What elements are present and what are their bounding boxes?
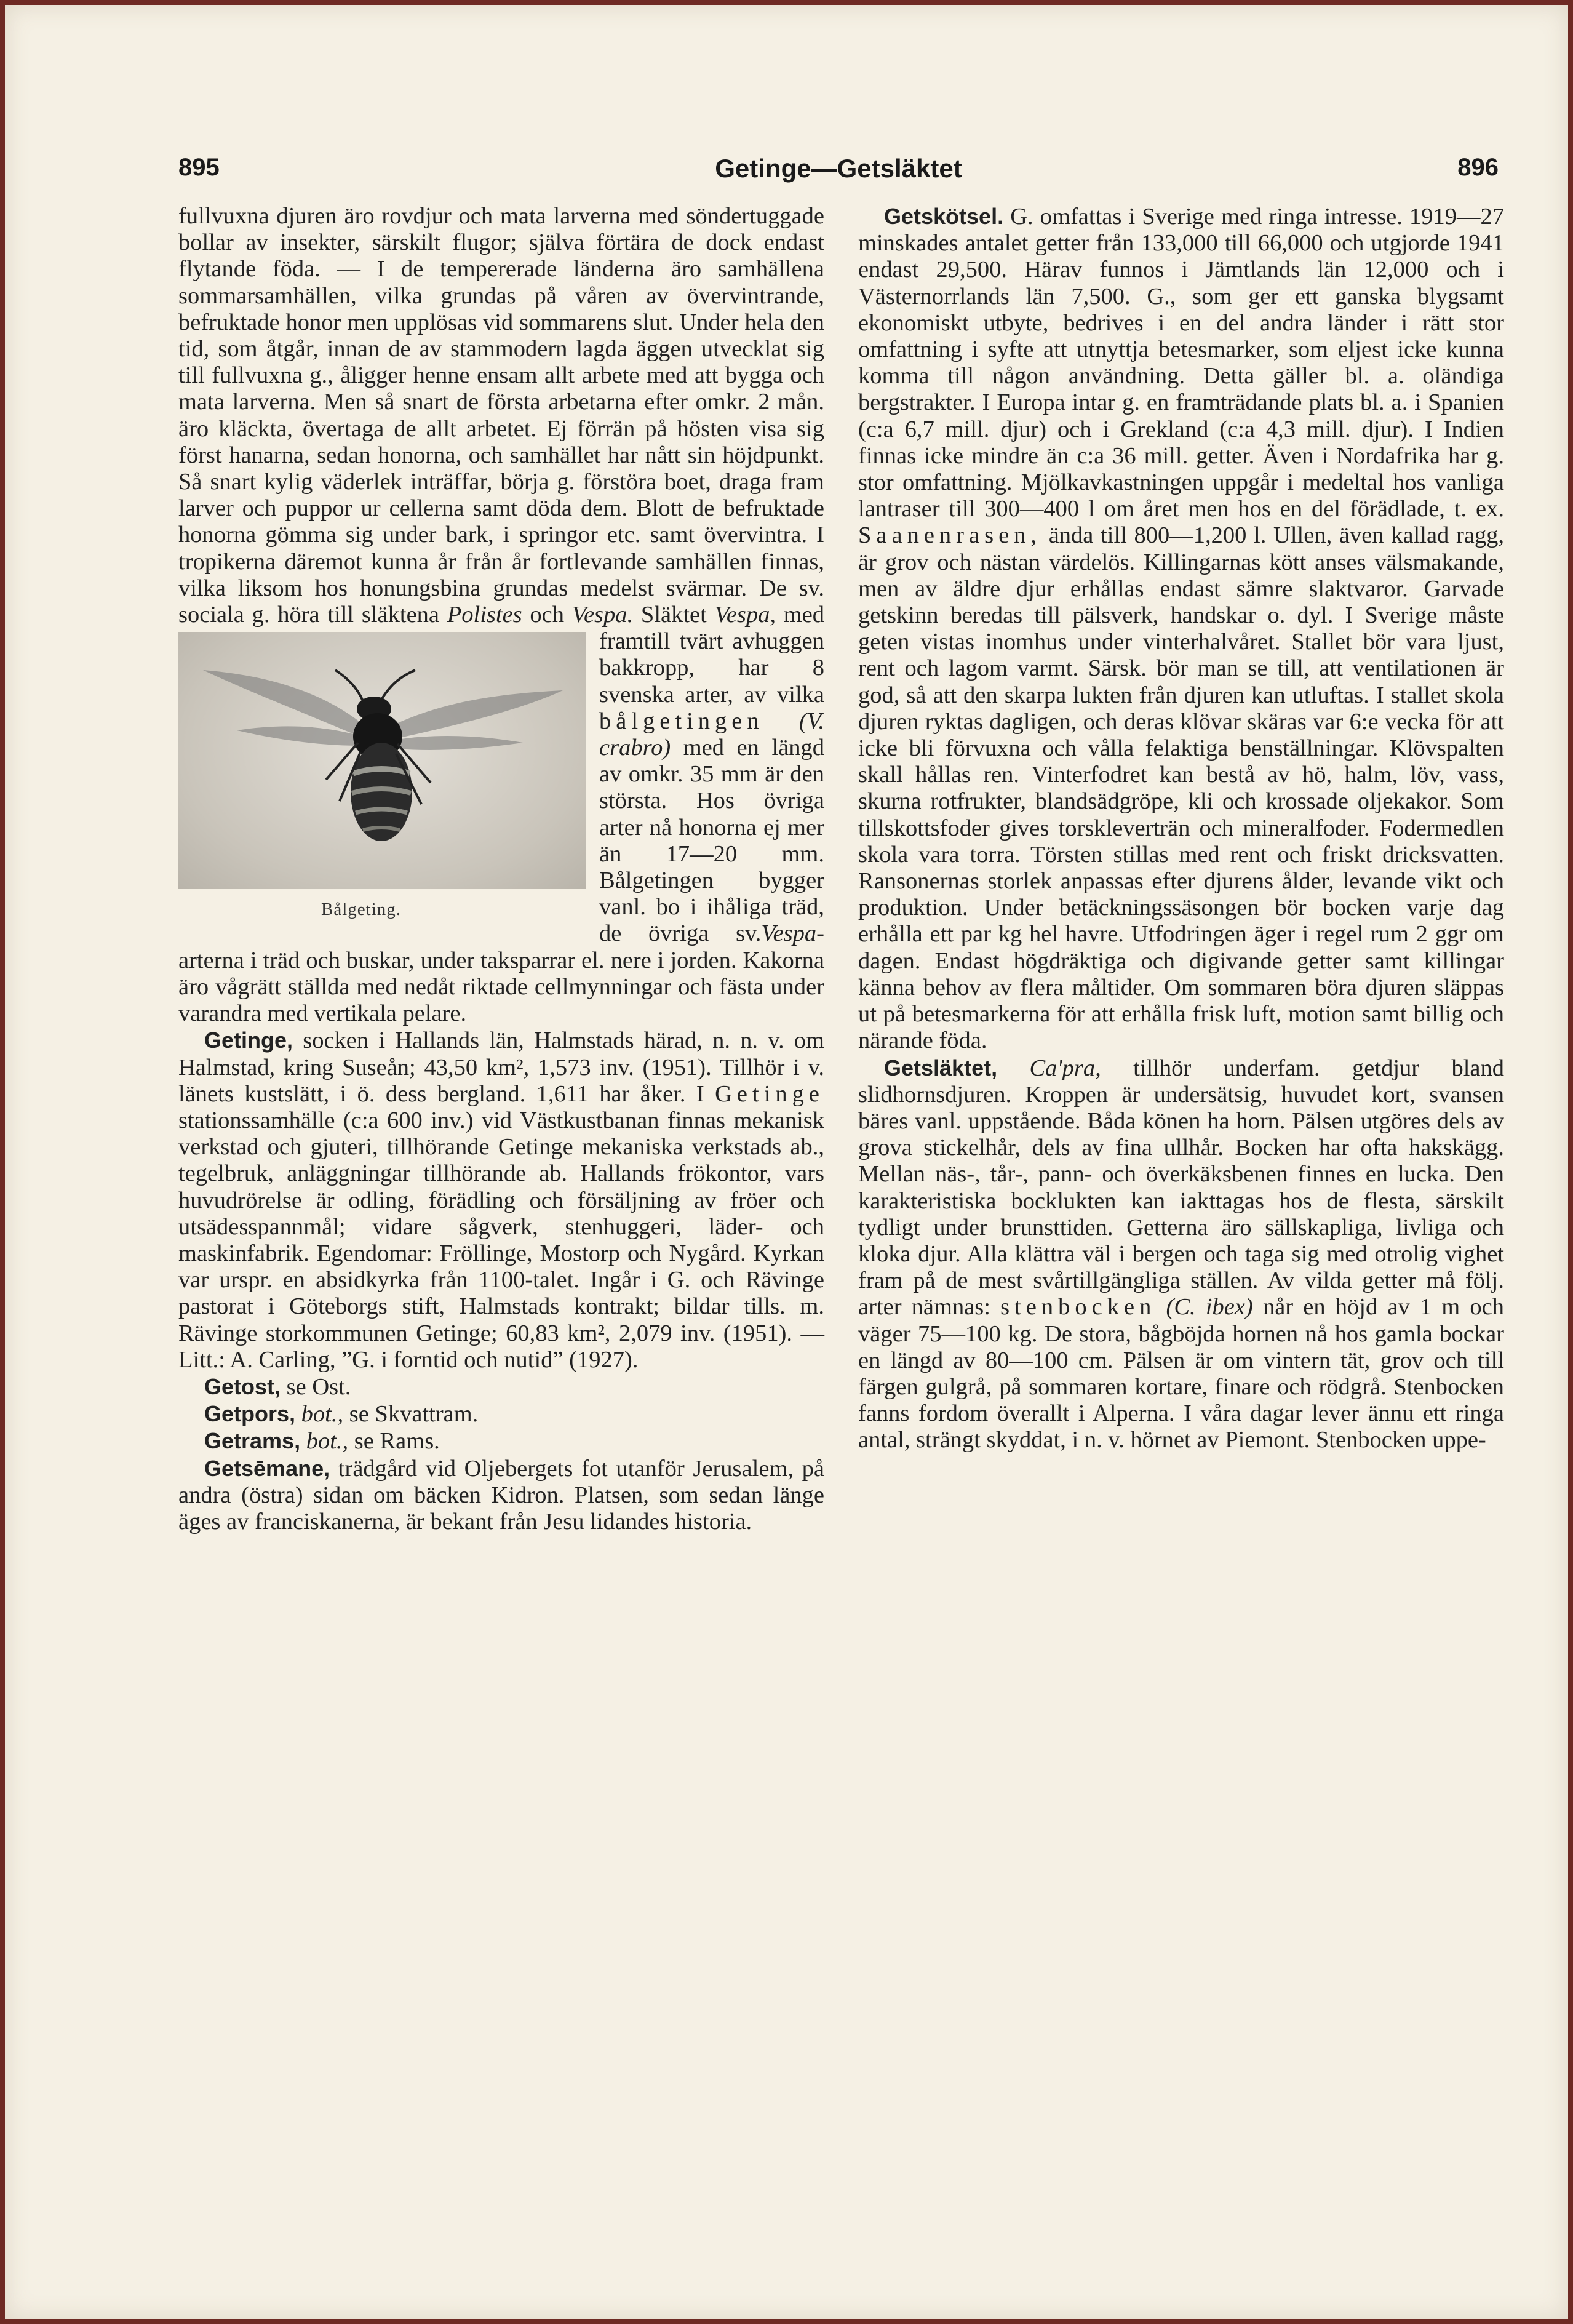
entry-getrams: Getrams, bot., se Rams. (204, 1428, 440, 1455)
entry-getskotsel: Getskötsel. G. omfattas i Sverige med ringa intresse. 1919—27 minskades antalet getter från 133,000 till 66,000 och utgjorde 1941 endast 29,500. Härav funnos i Jämtlands län 12,000 och i Västernorrlands län 7,500. G., som ger ett ganska blygsamt ekonomiskt utbyte, bedrives i en del andra länder i rätt stor omfattning i syfte att utnyttja betesmarker, som eljest icke kunna komma till någon användning. Detta gäller bl. a. oländiga bergstrakter. I Europa intar g. en framträdande plats bl. a. i Spanien (c:a 6,7 mill. djur) och i Grekland (c:a 4,3 mill. djur). I Indien finnas icke mindre än c:a 36 mill. getter. Även i Nordafrika har g. stor omfattning. Mjölkavkastningen uppgår i medeltal hos vanliga lantraser till 300—400 l om året men hos en del förädlade, t. ex. Saanenrasen, ända till 800—1,200 l. Ullen, även kallad ragg, är grov och nästan värdelös. Killingarnas kött anses välsmakande, men av äldre djur erhållas endast sämre slaktvaror. Garvade getskinn beredas till pälsverk, handskar o. dyl. I Sverige måste geten vistas inomhus under vinterhalvåret. Stallet bör vara ljust, rent och lagom varmt. Särsk. bör man se till, att ventilationen är god, så att den skarpa lukten från djuren kan utluftas. I stallet skola djuren ryktas dagligen, och deras klövar skäras var 6:e vecka för att icke bli förvuxna och vålla felaktiga benställningar. Klövspalten skall hållas ren. Vinterfodret kan bestå av hö, halm, löv, vass, skurna rotfrukter, blandsädgröpe, kli och krossade oljekakor. Som tillskottsfoder gives torskleverträn och mineralfoder. Fodermedlen skola vara torra. Törsten stillas med rent och friskt dricksvatten. Ransonernas storlek anpassas efter djurens ålder, levande vikt och produktion. Under betäckningssäsongen bör bocken varje dag erhålla ett par kg hel havre. Utfodringen äger i regel rum 2 ggr om dagen. Endast högdräktiga och digivande getter samt killingar känna behov av flera måltider. Om sommaren böra djuren släppas ut på betesmarkerna för att erhålla frisk luft, motion samt billig och närande föda. (858, 204, 1505, 1054)
headword-getslaktet: Getsläktet, (884, 1055, 998, 1080)
hornet-illustration (178, 632, 586, 889)
running-title: Getinge—Getsläktet (715, 154, 962, 183)
headword-getinge: Getinge, (204, 1028, 293, 1053)
figure-caption: Bålgeting. (321, 900, 402, 920)
paragraph-wasp-continued: fullvuxna djuren äro rovdjur och mata larverna med söndertuggade bollar av insekter, särskilt flugor; själva förtära de dock endast flytande föda. — I de tempererade länderna äro samhällena sommarsamhällen, vilka grundas på våren av övervintrande, befruktade honor men upplösas vid sommarens slut. Under hela den tid, som åtgår, innan de av stammodern lagda äggen utvecklat sig till fullvuxna g., åligger henne ensam allt arbete med att bygga och mata larverna. Men så snart de första arbetarna efter omkr. 2 mån. äro kläckta, övertaga de allt arbetet. Ej förrän på hösten visa sig först hanarna, sedan honorna, och samhället har nått sin höjdpunkt. Så snart kylig väderlek inträffar, börja g. förstöra boet, draga fram larver och puppor ur cellerna samt döda dem. Blott de befruktade honorna gömma sig under bark, i springor etc. samt övervintra. I tropikerna däremot kunna år från år fortlevande samhällen finnas, vilka liksom hos honungsbina grundas medelst svärmar. De sv. sociala g. höra till släktena Polistes och Vespa. Släktet Vespa, Bålgeting. med framtill tvärt avhuggen bakkropp, har 8 svenska arter, av vilka bålgetingen (V. crabro) med en längd av omkr. 35 mm är den största. Hos övriga arter nå honorna ej mer än 17—20 mm. Bålgetingen bygger vanl. bo i ihåliga träd, de övriga sv.Vespa-arterna i träd och buskar, under taksparrar el. nere i jorden. Kakorna äro vågrätt ställda med nedåt riktade cellmynningar och fästa under varandra med vertikala pelare. (178, 203, 825, 1027)
page (5, 5, 1568, 2319)
right-column (858, 203, 1504, 1454)
entry-getpors: Getpors, bot., se Skvattram. (204, 1401, 479, 1428)
page-number-right: 896 (1457, 154, 1499, 181)
entry-getslaktet: Getsläktet, Ca'pra, tillhör underfam. getdjur bland slidhornsdjuren. Kroppen är undersätsig, huvudet kort, svansen bäres vanl. uppstående. Båda könen ha horn. Pälsen utgöres dels av grova stickelhår, dels av fina ullhår. Bocken har ofta hakskägg. Mellan näs-, tår-, pann- och överkäksbenen finnes en lucka. Den karakteristiska bocklukten kan iakttagas hos de flesta, särskilt tydligt under brunsttiden. Getterna äro sällskapliga, livliga och kloka djur. Alla klättra väl i bergen och taga sig med otrolig vighet fram på de mest svårtillgängliga ställen. Av vilda getter må följ. arter nämnas: stenbocken (C. ibex) når en höjd av 1 m och väger 75—100 kg. De stora, bågböjda hornen nå hos gamla bockar en längd av 80—100 cm. Pälsen är om vintern tät, grov och till färgen gulgrå, på sommaren kortare, finare och rödgrå. Stenbocken fanns fordom överallt i Alperna. I våra dagar lever ännu ett ringa antal, strängt skyddat, i n. v. hörnet av Piemont. Stenbocken uppe- (858, 1055, 1504, 1453)
running-header (178, 154, 1499, 197)
page-number-left: 895 (178, 154, 220, 181)
hornet-photo (178, 632, 586, 889)
entry-getinge: Getinge, socken i Hallands län, Halmstads härad, n. n. v. om Halmstad, kring Suseån; 43,50 km², 1,573 inv. (1951). Tillhör i v. länets kustslätt, i ö. dess bergland. 1,611 har åker. I Getinge stationssamhälle (c:a 600 inv.) vid Västkustbanan finnas mekanisk verkstad och gjuteri, tillhörande Getinge mekaniska verkstads ab., tegelbruk, anläggningar tillhörande ab. Hallands frökontor, vars huvudrörelse är odling, förädling och försäljning av fröer och utsädesspannmål; vidare sågverk, stenhuggeri, läder- och maskinfabrik. Egendomar: Fröllinge, Mostorp och Nygård. Kyrkan var urspr. en absidkyrka från 1100-talet. Ingår i G. och Rävinge pastorat i Göteborgs stift, Halmstads kontrakt; bildar tills. m. Rävinge storkommunen Getinge; 60,83 km², 2,079 inv. (1951). — Litt.: A. Carling, ”G. i forntid och nutid” (1927). (178, 1028, 824, 1373)
figure-hornet (178, 632, 586, 920)
headword-getskotsel: Getskötsel. (884, 204, 1004, 229)
headword-getpors: Getpors, (204, 1401, 296, 1427)
entry-getsemane: Getsēmane, trädgård vid Oljebergets fot utanför Jerusalem, på andra (östra) sidan om bäcken Kidron. Platsen, som sedan länge äges av franciskanerna, är bekant från Jesu lidandes historia. (178, 1455, 824, 1535)
left-column (178, 203, 824, 1535)
headword-getrams: Getrams, (204, 1428, 301, 1454)
entry-getost: Getost, se Ost. (204, 1373, 351, 1400)
headword-getsemane: Getsēmane, (204, 1455, 330, 1481)
headword-getost: Getost, (204, 1373, 281, 1399)
